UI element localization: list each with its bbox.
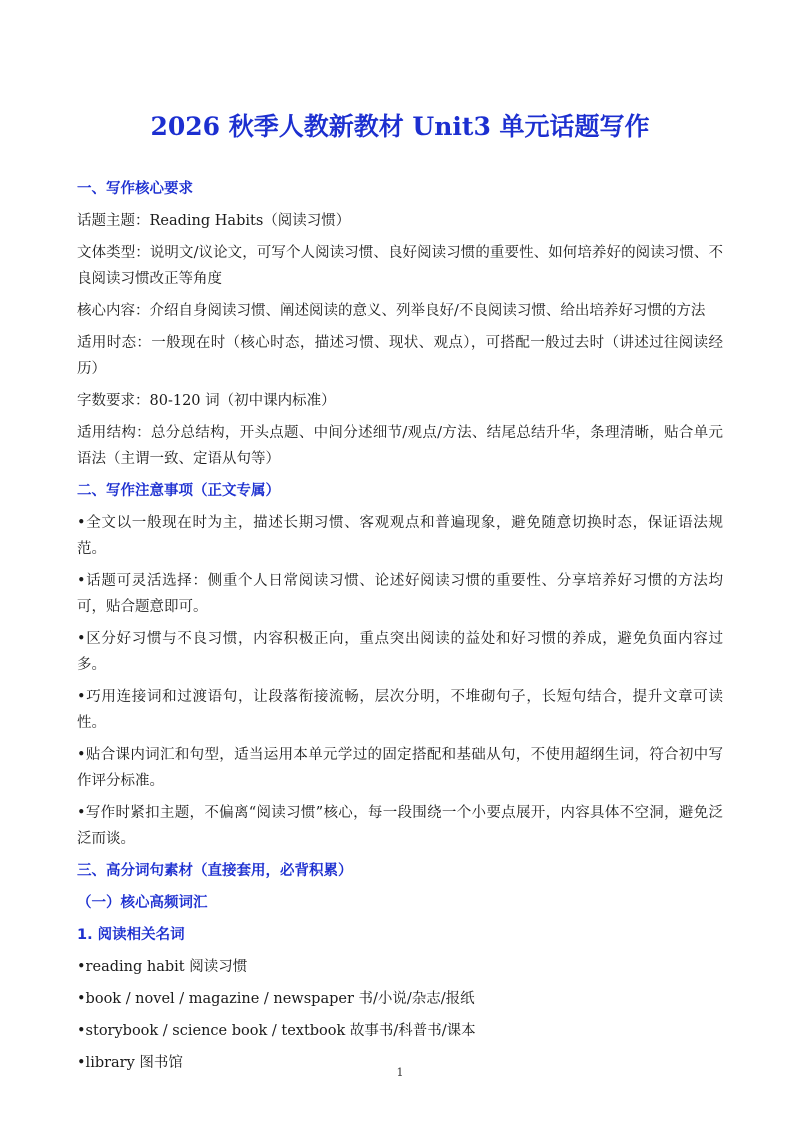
document-title: 2026 秋季人教新教材 Unit3 单元话题写作 [150, 112, 650, 141]
requirement-structure: 适用结构：总分总结构，开头点题、中间分述细节/观点/方法、结尾总结升华，条理清晰，贴合单元语法（主谓一致、定语从句等） [77, 425, 723, 467]
vocab-item: •library 图书馆 [77, 1055, 183, 1071]
vocab-item: •book / novel / magazine / newspaper 书/小说/杂志/报纸 [77, 991, 475, 1007]
subheading-vocabulary: （一）核心高频词汇 [77, 895, 208, 911]
requirement-genre: 文体类型：说明文/议论文，可写个人阅读习惯、良好阅读习惯的重要性、如何培养好的阅读习惯、不良阅读习惯改正等角度 [77, 245, 723, 287]
vocab-item: •reading habit 阅读习惯 [77, 959, 248, 975]
document-body [77, 176, 723, 1082]
section-heading-requirements: 一、写作核心要求 [77, 181, 193, 197]
subsubheading-nouns: 1. 阅读相关名词 [77, 927, 185, 943]
section-heading-notes: 二、写作注意事项（正文专属） [77, 483, 280, 499]
note-item: •写作时紧扣主题，不偏离“阅读习惯”核心，每一段围绕一个小要点展开，内容具体不空洞，避免泛泛而谈。 [77, 805, 723, 847]
note-item: •全文以一般现在时为主，描述长期习惯、客观观点和普遍现象，避免随意切换时态，保证语法规范。 [77, 515, 723, 557]
section-heading-materials: 三、高分词句素材（直接套用，必背积累） [77, 863, 353, 879]
page-number: 1 [396, 1066, 404, 1079]
requirement-word-count: 字数要求：80-120 词（初中课内标准） [77, 393, 336, 409]
requirement-topic: 话题主题：Reading Habits（阅读习惯） [77, 213, 351, 229]
vocab-item: •storybook / science book / textbook 故事书/科普书/课本 [77, 1023, 476, 1039]
requirement-content: 核心内容：介绍自身阅读习惯、阐述阅读的意义、列举良好/不良阅读习惯、给出培养好习惯的方法 [77, 303, 706, 319]
note-item: •区分好习惯与不良习惯，内容积极正向，重点突出阅读的益处和好习惯的养成，避免负面内容过多。 [77, 631, 723, 673]
requirement-tense: 适用时态：一般现在时（核心时态，描述习惯、现状、观点），可搭配一般过去时（讲述过往阅读经历） [77, 335, 723, 377]
note-item: •话题可灵活选择：侧重个人日常阅读习惯、论述好阅读习惯的重要性、分享培养好习惯的方法均可，贴合题意即可。 [77, 573, 723, 615]
note-item: •巧用连接词和过渡语句，让段落衔接流畅，层次分明，不堆砌句子，长短句结合，提升文章可读性。 [77, 689, 723, 731]
note-item: •贴合课内词汇和句型，适当运用本单元学过的固定搭配和基础从句，不使用超纲生词，符合初中写作评分标准。 [77, 747, 723, 789]
